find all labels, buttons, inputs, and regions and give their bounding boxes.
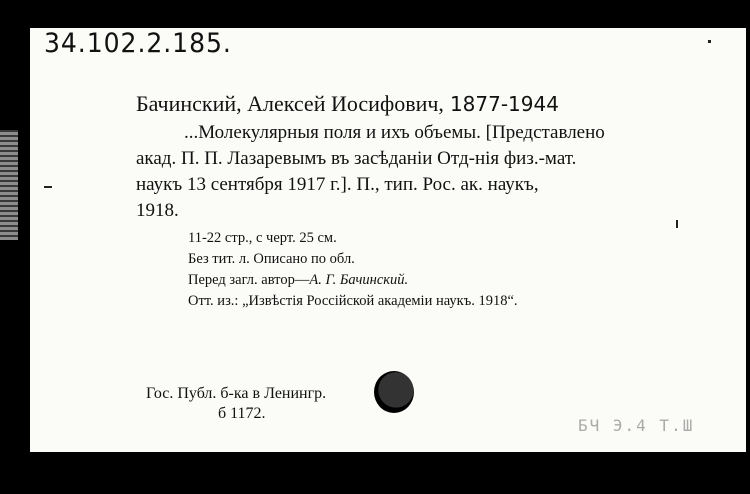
- bottom-edge: [0, 452, 750, 494]
- offprint-note: Отт. из.: „Извѣстiя Россiйской академiи наукъ. 1918“.: [188, 293, 518, 309]
- description-line: 1918.: [136, 200, 179, 221]
- card-heading: [136, 91, 559, 117]
- pages-note: 11-22 стр., с черт. 25 см.: [188, 230, 337, 246]
- shelfmark: 34.102.2.185.: [44, 28, 232, 59]
- call-number: б 1172.: [218, 405, 266, 422]
- author-name: Бачинский, Алексей Иосифович,: [136, 91, 444, 116]
- description-line: ...Молекулярныя поля и ихъ объемы. [Представлено: [184, 122, 605, 143]
- library-name: Гос. Публ. б-ка в Ленингр.: [146, 385, 327, 402]
- holding-info: [146, 384, 326, 424]
- scan-speck: [708, 40, 711, 43]
- card-notes: [188, 228, 518, 312]
- card-left-edge: [0, 0, 30, 494]
- scan-edge-strip: [0, 130, 18, 240]
- scan-speck: [676, 220, 678, 228]
- description-line: акад. П. П. Лазаревымъ въ засѣданiи Отд-нiя физ.-мат.: [136, 148, 577, 169]
- punch-hole: [374, 371, 414, 413]
- bibliographic-description: [136, 120, 702, 224]
- scan-speck: [44, 186, 52, 188]
- author-note-prefix: Перед загл. автор—: [188, 272, 310, 288]
- author-note-name: А. Г. Бачинский.: [309, 272, 409, 288]
- title-note: Без тит. л. Описано по обл.: [188, 251, 355, 267]
- description-line: наукъ 13 сентября 1917 г.]. П., тип. Рос. ак. наукъ,: [136, 174, 539, 195]
- stamp: БЧ Э.4 Т.Ш: [578, 416, 695, 435]
- author-note: [188, 270, 518, 291]
- author-dates: 1877-1944: [449, 92, 559, 116]
